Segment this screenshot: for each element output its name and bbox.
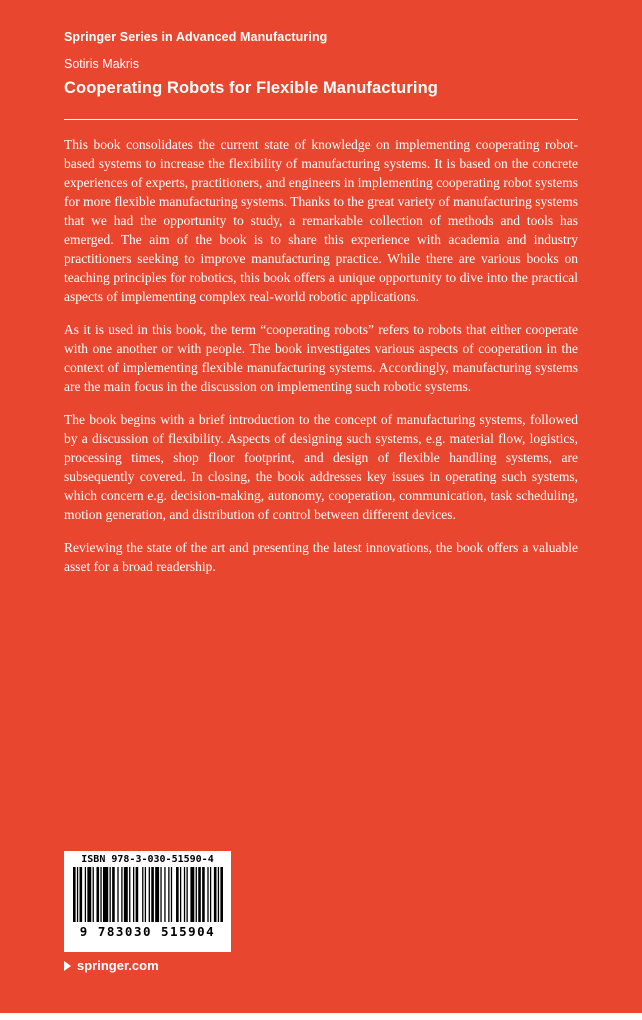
page-edge xyxy=(0,1013,642,1020)
blurb-paragraph: This book consolidates the current state of knowledge on implementing cooperating robot-based systems to increase the flexibility of manufacturing systems. It is based on the concrete experiences of experts, practitioners, and engineers in implementing cooperating robot systems for more flexible manufacturing systems. Thanks to the great variety of manufacturing systems that we had the opportunity to study, a remarkable collection of methods and tools has emerged. The aim of the book is to share this experience with academia and industry practitioners seeking to improve manufacturing practice. While there are various books on teaching principles for robotics, this book offers a unique opportunity to dive into the practical aspects of implementing complex real-world robotic applications. xyxy=(64,137,578,304)
divider-line xyxy=(64,119,578,120)
publisher-link[interactable] xyxy=(64,958,159,973)
back-cover-blurb xyxy=(64,135,578,576)
book-title: Cooperating Robots for Flexible Manufacturing xyxy=(64,79,438,97)
blurb-paragraph: The book begins with a brief introduction to the concept of manufacturing systems, followed by a discussion of flexibility. Aspects of designing such systems, e.g. material flow, logistics, processing times, shop floor footprint, and design of flexible handling systems, are subsequently covered. In closing, the book addresses key issues in operating such systems, which concern e.g. decision-making, autonomy, cooperation, communication, task scheduling, motion generation, and distribution of control between different devices. xyxy=(64,412,578,522)
author-name: Sotiris Makris xyxy=(64,57,140,71)
isbn-barcode-panel xyxy=(64,851,231,952)
isbn-digits: 9 783030 515904 xyxy=(79,924,216,939)
arrow-right-icon xyxy=(64,961,71,971)
isbn-label: ISBN 978-3-030-51590-4 xyxy=(81,854,214,865)
blurb-paragraph: Reviewing the state of the art and presenting the latest innovations, the book offers a valuable asset for a broad readership. xyxy=(64,540,578,574)
barcode-image xyxy=(73,867,223,922)
cover-header xyxy=(0,0,642,98)
blurb-paragraph: As it is used in this book, the term “cooperating robots” refers to robots that either cooperate with one another or with people. The book investigates various aspects of cooperation in the context of implementing flexible manufacturing systems. Accordingly, manufacturing systems are the main focus in the discussion on implementing such robotic systems. xyxy=(64,322,578,394)
series-title: Springer Series in Advanced Manufacturing xyxy=(64,30,328,44)
publisher-url: springer.com xyxy=(77,958,159,973)
